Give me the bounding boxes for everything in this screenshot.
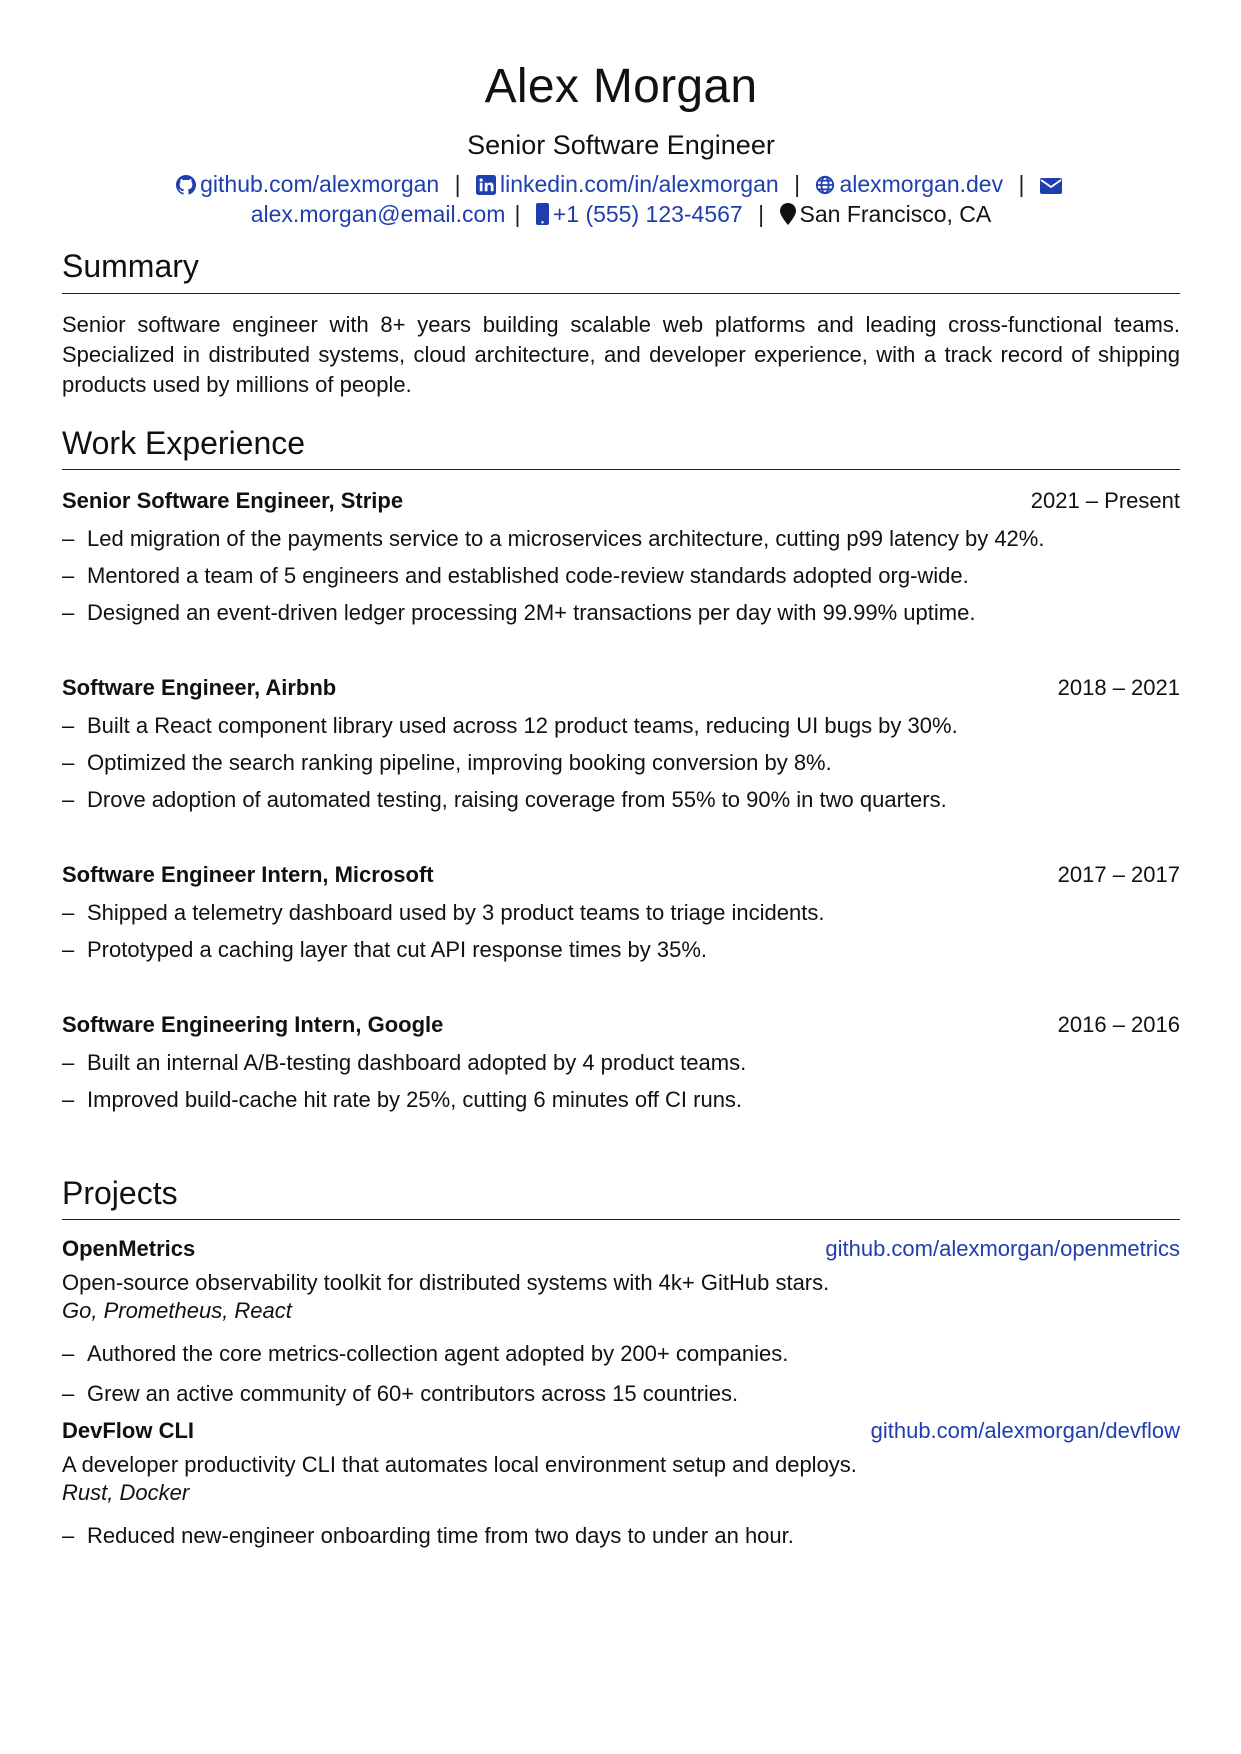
project-description: Open-source observability toolkit for distributed systems with 4k+ GitHub stars.	[62, 1269, 830, 1295]
resume-header	[62, 0, 1180, 229]
project-entry	[62, 1416, 1180, 1556]
job-bullets	[62, 520, 1180, 631]
website-link[interactable]: alexmorgan.dev	[839, 171, 1004, 198]
project-link[interactable]: github.com/alexmorgan/devflow	[870, 1417, 1180, 1443]
list-item: – Grew an active community of 60+ contributors across 15 countries.	[62, 1374, 1180, 1414]
github-link[interactable]: github.com/alexmorgan	[200, 171, 440, 198]
job-header	[62, 1010, 1180, 1040]
experience-heading: Work Experience	[62, 424, 306, 461]
job-header	[62, 673, 1180, 703]
project-entry	[62, 1234, 1180, 1414]
section-divider	[62, 469, 1180, 470]
job-bullets	[62, 707, 1180, 818]
list-item: – Led migration of the payments service to a microservices architecture, cutting p99 latency by 42%.	[62, 520, 1180, 557]
project-header	[62, 1234, 1180, 1264]
list-item: – Built an internal A/B-testing dashboard adopted by 4 product teams.	[62, 1044, 1180, 1081]
job-title: Software Engineer, Airbnb	[62, 674, 337, 700]
section-divider	[62, 293, 1180, 294]
email-contact[interactable]	[1033, 171, 1065, 197]
mobile-phone-icon	[536, 203, 549, 225]
experience-section	[62, 426, 1180, 1118]
projects-section	[62, 1176, 1180, 1556]
list-item: – Authored the core metrics-collection agent adopted by 200+ companies.	[62, 1334, 1180, 1374]
summary-text: Senior software engineer with 8+ years building scalable web platforms and leading cross-functional teams. Specialized in distributed systems, cloud architecture, and developer experience, with a track record of shipping products used by millions of people.	[62, 311, 1180, 397]
separator: |	[758, 201, 765, 228]
section-divider	[62, 1219, 1180, 1220]
projects-heading: Projects	[62, 1174, 178, 1211]
list-item: – Prototyped a caching layer that cut API response times by 35%.	[62, 931, 1180, 968]
email-link[interactable]: alex.morgan@email.com	[250, 201, 506, 228]
map-pin-icon	[780, 203, 796, 225]
separator: |	[454, 171, 461, 198]
separator: |	[514, 201, 521, 228]
phone-contact[interactable]	[529, 201, 749, 227]
project-description: A developer productivity CLI that automates local environment setup and deploys.	[62, 1451, 857, 1477]
candidate-name: Alex Morgan	[484, 60, 758, 113]
contact-line-2	[62, 199, 1180, 229]
job-title: Software Engineer Intern, Microsoft	[62, 861, 434, 887]
job-dates: 2016 – 2016	[1057, 1011, 1180, 1037]
job-bullets	[62, 894, 1180, 968]
job-entry	[62, 486, 1180, 631]
linkedin-icon	[476, 175, 496, 195]
summary-heading: Summary	[62, 248, 199, 285]
project-name: OpenMetrics	[62, 1235, 196, 1261]
contact-line-1	[62, 169, 1180, 199]
location-contact	[773, 201, 991, 227]
globe-icon	[815, 175, 835, 195]
list-item: – Shipped a telemetry dashboard used by 3 product teams to triage incidents.	[62, 894, 1180, 931]
phone-link[interactable]: +1 (555) 123-4567	[552, 201, 743, 228]
separator: |	[794, 171, 801, 198]
job-header	[62, 860, 1180, 890]
project-link[interactable]: github.com/alexmorgan/openmetrics	[825, 1235, 1180, 1261]
list-item: – Built a React component library used across 12 product teams, reducing UI bugs by 30%.	[62, 707, 1180, 744]
list-item: – Designed an event-driven ledger processing 2M+ transactions per day with 99.99% uptime.	[62, 594, 1180, 631]
project-header	[62, 1416, 1180, 1446]
github-contact[interactable]	[176, 171, 445, 197]
contact-info	[62, 169, 1180, 229]
resume-page	[62, 0, 1180, 1556]
project-bullets	[62, 1516, 1180, 1556]
list-item: – Reduced new-engineer onboarding time from two days to under an hour.	[62, 1516, 1180, 1556]
project-bullets	[62, 1334, 1180, 1414]
list-item: – Mentored a team of 5 engineers and established code-review standards adopted org-wide.	[62, 557, 1180, 594]
job-title: Senior Software Engineer, Stripe	[62, 487, 404, 513]
linkedin-contact[interactable]	[470, 171, 785, 197]
linkedin-link[interactable]: linkedin.com/in/alexmorgan	[499, 171, 779, 198]
job-bullets	[62, 1044, 1180, 1118]
envelope-icon	[1040, 177, 1062, 195]
job-title: Software Engineering Intern, Google	[62, 1011, 444, 1037]
job-header	[62, 486, 1180, 516]
job-entry	[62, 1010, 1180, 1118]
separator: |	[1018, 171, 1025, 198]
list-item: – Improved build-cache hit rate by 25%, cutting 6 minutes off CI runs.	[62, 1081, 1180, 1118]
website-contact[interactable]	[809, 171, 1009, 197]
job-entry	[62, 673, 1180, 818]
list-item: – Optimized the search ranking pipeline, improving booking conversion by 8%.	[62, 744, 1180, 781]
location-text: San Francisco, CA	[799, 201, 992, 228]
job-dates: 2017 – 2017	[1057, 861, 1180, 887]
job-entry	[62, 860, 1180, 968]
job-dates: 2018 – 2021	[1057, 674, 1180, 700]
project-name: DevFlow CLI	[62, 1417, 195, 1443]
list-item: – Drove adoption of automated testing, raising coverage from 55% to 90% in two quarters.	[62, 781, 1180, 818]
project-tech-stack: Go, Prometheus, React	[62, 1297, 292, 1323]
project-tech-stack: Rust, Docker	[62, 1479, 190, 1505]
github-icon	[176, 175, 196, 195]
job-dates: 2021 – Present	[1030, 487, 1180, 513]
candidate-headline: Senior Software Engineer	[467, 130, 775, 160]
summary-section	[62, 249, 1180, 399]
